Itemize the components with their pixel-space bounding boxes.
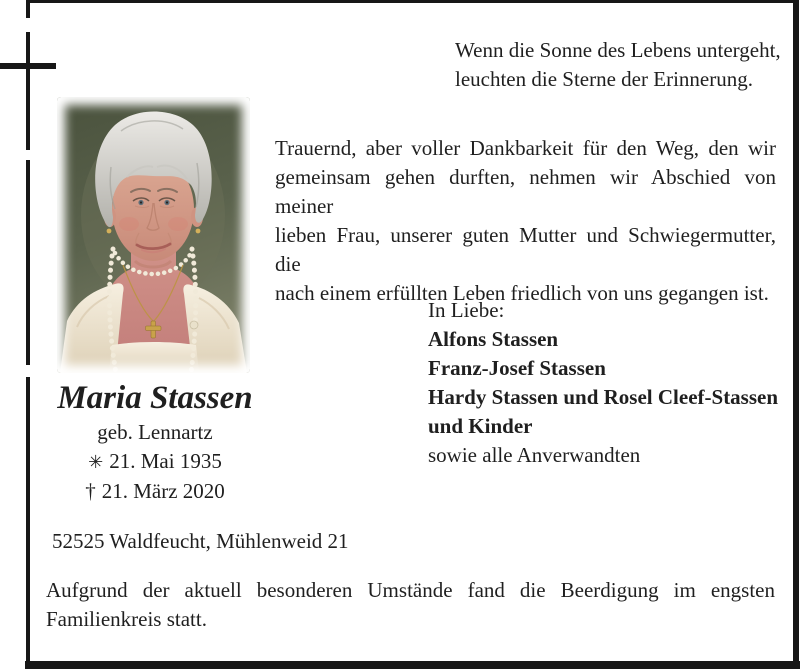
border-left-segment (26, 160, 30, 365)
border-right (793, 0, 799, 669)
dagger-icon: † (85, 479, 96, 503)
tribute-line: gemeinsam gehen durften, nehmen wir Abschied von meiner (275, 165, 776, 218)
mourner-name: Alfons Stassen (428, 327, 559, 351)
memorial-cross-icon (0, 63, 56, 69)
portrait-illustration (57, 97, 250, 373)
deceased-block (52, 379, 258, 506)
opening-quote (455, 36, 781, 94)
mourners-intro: In Liebe: (428, 298, 505, 322)
border-top (26, 0, 795, 3)
death-date-line: † 21. März 2020 (52, 477, 258, 506)
tribute-paragraph (275, 134, 776, 308)
deceased-name: Maria Stassen (57, 380, 253, 416)
funeral-note-line: Familienkreis statt. (46, 607, 207, 631)
border-left-segment (26, 377, 30, 661)
border-bottom (25, 661, 800, 669)
mourner-name: Hardy Stassen und Rosel Cleef-Stassen (428, 385, 779, 409)
address-line: 52525 Waldfeucht, Mühlenweid 21 (52, 529, 349, 553)
maiden-name: geb. Lennartz (97, 420, 213, 444)
mourners-list (428, 296, 778, 470)
tribute-line: nach einem erfüllten Leben friedlich von uns gegangen ist. (275, 281, 769, 305)
tribute-line: lieben Frau, unserer guten Mutter und Schwiegermutter, die (275, 223, 776, 276)
tribute-line: Trauernd, aber voller Dankbarkeit für den Weg, den wir (275, 136, 776, 160)
birth-star-icon: ✳ (88, 452, 104, 473)
border-left-segment (26, 32, 30, 150)
portrait-photo (57, 97, 250, 373)
quote-line: leuchten die Sterne der Erinnerung. (455, 67, 753, 91)
mourner-name: und Kinder (428, 414, 533, 438)
border-left-segment (26, 0, 30, 18)
earring (196, 229, 201, 234)
funeral-note (46, 576, 775, 634)
birth-date-line: ✳ 21. Mai 1935 (52, 447, 258, 477)
earring (107, 229, 112, 234)
mourner-name: Franz-Josef Stassen (428, 356, 606, 380)
funeral-note-line: Aufgrund der aktuell besonderen Umstände fand die Beerdigung im engsten (46, 578, 775, 602)
mourners-outro: sowie alle Anverwandten (428, 443, 641, 467)
quote-line: Wenn die Sonne des Lebens untergeht, (455, 38, 781, 62)
